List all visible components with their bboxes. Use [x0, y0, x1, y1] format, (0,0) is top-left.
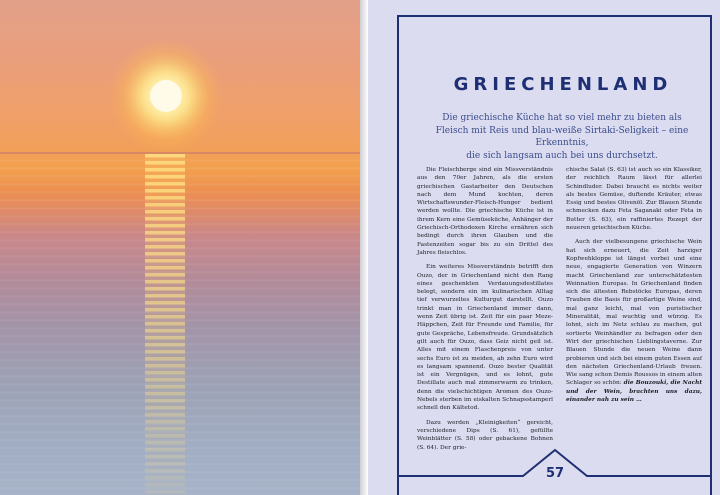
- sun-reflection: [145, 154, 185, 495]
- sun: [150, 80, 182, 112]
- paragraph-text: Auch der vielbesungene griechische Wein hat sich erneuert, die Zeit harziger Kopfwehkloppe ist längst vorbei und eine neue, engagierte Generation von Winzern macht Griechenland zur unterschätztesten Weinnation Europas. In Griechenland finden sich die ältesten Rebstöcke Europas, deren Trauben die Basis für großartige Weine sind, mal ganz leicht, mal von puristischer Mineralität, mal wuchtig und würzig. Es lohnt, sich im Netz schlau zu machen, gut sortierte Weinhändler zu befragen oder den Wirt der griechischen Lieblingstaverne. Zur Blauen Stunde die neuen Weine dann probieren und sich bei einem guten Essen auf den nächsten Griechenland-Urlaub freuen. Wie sang schon Demis Roussos in einem alten Schlager so schön:: [566, 239, 702, 387]
- paragraph: [566, 238, 702, 404]
- paragraph: Dazu werden „Kleinigkeiten“ gereicht, verschiedene Dips (S. 61), gefüllte Weinblätter (S. 58) oder gebackene Bohnen (S. 64). Der grie-: [417, 419, 553, 451]
- subtitle: [410, 112, 714, 162]
- paragraph: Ein weiteres Missverständnis betrifft den Ouzo, der in Griechenland nicht den Rang eines geschenkten Verdauungsdestillates belegt, sondern ein im kulinarischen Alltag tief verwurzeltes Kulturgut darstellt. Ouzo trinkt man in Griechenland immer dann, wenn Zeit übrig ist. Zeit für ein paar Meze-Häppchen, Zeit für Freunde und Familie, für gute Gespräche, Lebensfreude. Grundsätzlich gilt auch für Ouzo, dass Geiz nicht geil ist. Alles mit einem Flaschenpreis von unter sechs Euro ist zu meiden, ab zehn Euro wird es langsam spannend. Ouzo bester Qualität ist ein Vergnügen, und es lohnt, gute Destillate auch mal zimmerwarm zu trinken, denn die vielschichtigen Aromen des Ouzo-Nebels sterben im eiskalten Schnapsstamperl schnell den Kältetod.: [417, 264, 553, 412]
- subtitle-line: Die griechische Küche hat so viel mehr zu bieten als: [442, 113, 682, 123]
- subtitle-line: die sich langsam auch bei uns durchsetzt.: [466, 150, 658, 161]
- paragraph: Die Fleischberge sind ein Missverständnis aus den 70er Jahren, als die ersten griechischen Gastarbeiter den Deutschen nach dem Mund kochten, deren Wirtschaftswunder-Fleisch-Hunger bedient werden wollte. Die griechische Küche ist in ihrem Kern eine Gemüseküche, Anhänger der Griechisch-Orthodoxen Kirche ernähren sich bedingt durch ihren Glauben und die Fastenzeiten sogar bis zu ein Drittel des Jahres fleischlos.: [417, 167, 553, 256]
- text-column-left: [417, 166, 553, 452]
- page-title: GRIECHENLAND: [453, 74, 673, 95]
- page-number: 57: [545, 466, 565, 481]
- book-gutter: [360, 0, 368, 495]
- paragraph: chische Salat (S. 63) ist auch so ein Klassiker, der reichlich Raum lässt für allerlei Schindluder. Dabei braucht es nichts weiter als bestes Gemüse, duftende Kräuter, etwas Essig und bestes Olivenöl. Zur Blauen Stunde schmecken dazu Feta Saganaki oder Feta in Butter (S. 63), ein raffiniertes Rezept der neueren griechischen Küche.: [566, 167, 702, 232]
- song-quote: die Bouzouki, die Nacht und der Wein, brachten uns dazu, einander nah zu sein …: [566, 380, 703, 404]
- subtitle-line: Fleisch mit Reis und blau-weiße Sirtaki-Seligkeit – eine Erkenntnis,: [435, 125, 689, 148]
- text-column-right: [566, 166, 702, 404]
